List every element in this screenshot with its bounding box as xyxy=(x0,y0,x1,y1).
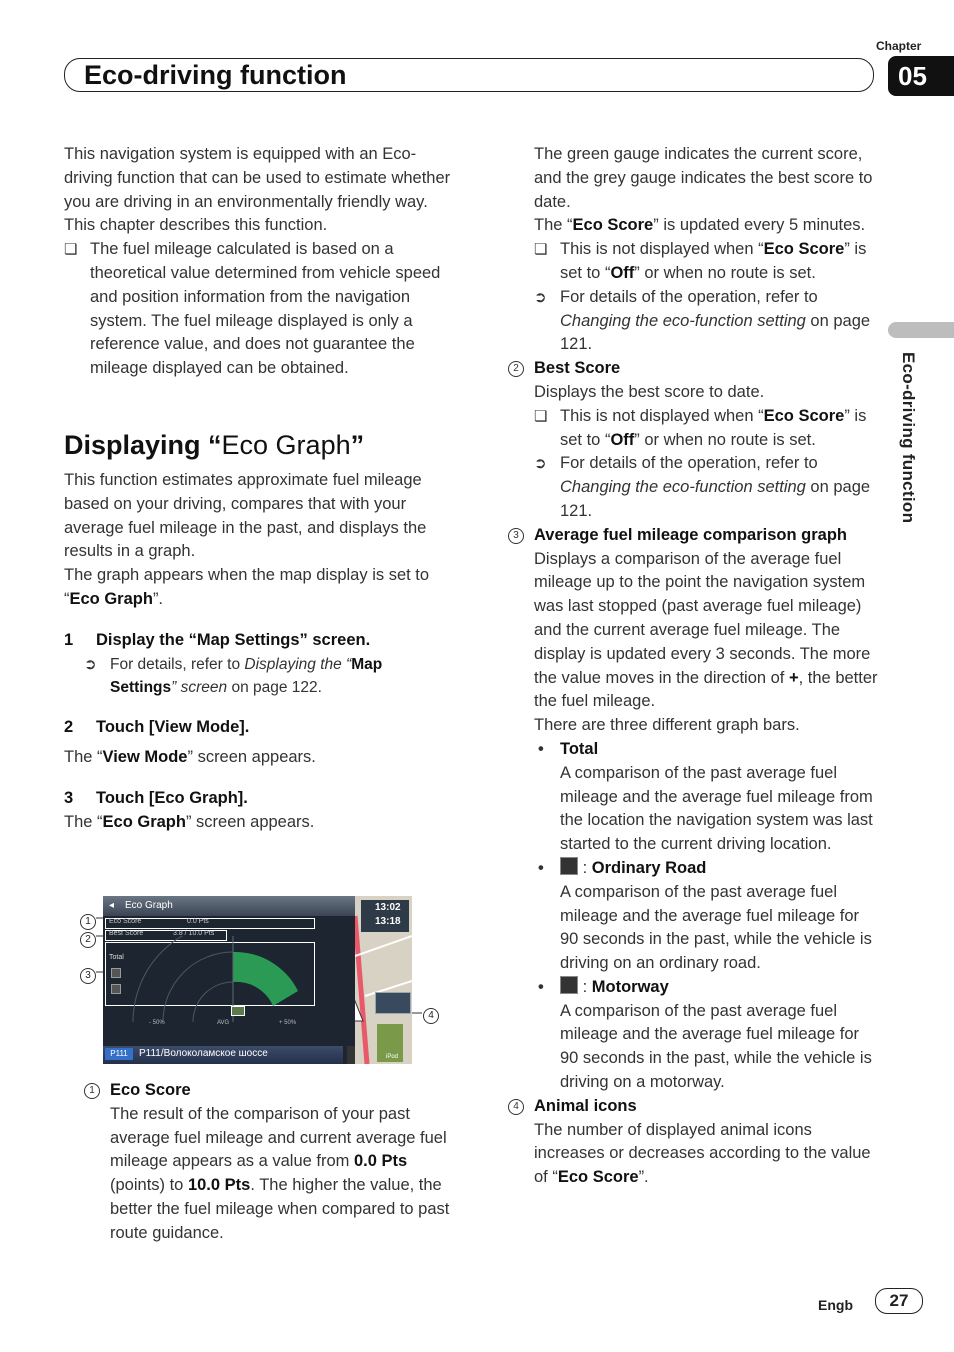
left-column xyxy=(64,143,452,835)
item-3-desc: Displays a comparison of the average fuel mileage up to the point the navigation system was last stopped (past average fuel mileage) and the current average fuel mileage. The display is updated every 3 seconds. The more the value moves in the direction of +, the better the fuel mileage. xyxy=(534,549,878,711)
item-1-title: Eco Score xyxy=(110,1081,191,1099)
ordinary-road-icon xyxy=(560,857,578,875)
step-2-result: The “View Mode” screen appears. xyxy=(64,748,316,767)
page-number: 27 xyxy=(875,1288,923,1314)
shot-gauge xyxy=(103,936,355,1026)
bar-total-desc: A comparison of the past average fuel mileage and the average fuel mileage from the location the navigation system was last started to the current driving location. xyxy=(560,763,873,854)
clock-1: 13:02 xyxy=(375,902,401,913)
road-sign: P111 xyxy=(105,1048,133,1060)
item-1-number: 1 xyxy=(84,1083,100,1099)
step-1: 1 Display the “Map Settings” screen. xyxy=(64,630,371,649)
arrow-right-icon: ➲ xyxy=(534,455,547,473)
item-3-number: 3 xyxy=(508,528,524,544)
bar-ordinary-road: • : Ordinary Road xyxy=(534,857,878,881)
callout-4: 4 xyxy=(423,1005,439,1024)
arrow-right-icon: ➲ xyxy=(84,655,97,673)
callout-1: 1 xyxy=(80,911,96,930)
section-desc-2: The graph appears when the map display is set to “Eco Graph”. xyxy=(64,566,430,608)
section-desc: This function estimates approximate fuel mileage based on your driving, compares that with your average fuel mileage in the past, and displays the results in a graph. xyxy=(64,470,427,561)
chapter-number: 05 xyxy=(888,56,954,96)
step-3: 3 Touch [Eco Graph]. xyxy=(64,789,248,808)
right-column xyxy=(508,143,878,1190)
callout-3: 3 xyxy=(80,965,96,984)
clock-2: 13:18 xyxy=(375,916,401,927)
step-3-result: The “Eco Graph” screen appears. xyxy=(64,812,315,831)
chapter-label: Chapter xyxy=(876,39,922,53)
animal-icon xyxy=(231,1006,245,1016)
bullet-icon: • xyxy=(538,858,544,877)
bullet-icon: • xyxy=(538,739,544,758)
shot-total: Total xyxy=(109,954,124,961)
chapter-title: Eco-driving function xyxy=(84,60,347,90)
update-desc: The “Eco Score” is updated every 5 minutes. xyxy=(534,216,866,235)
side-tab xyxy=(888,322,954,338)
bar-ordinary-road-desc: A comparison of the past average fuel mileage and the average fuel mileage for 90 seconds in the past, while the vehicle is driving on an ordinary road. xyxy=(560,882,872,973)
ref-1: ➲ For details of the operation, refer to Changing the eco-function setting on page 121. xyxy=(534,287,871,354)
step-2: 2 Touch [View Mode]. xyxy=(64,717,250,736)
checkbox-icon: ❏ xyxy=(534,241,548,259)
item-3-title: Average fuel mileage comparison graph xyxy=(534,525,847,544)
eco-graph-screenshot xyxy=(103,896,412,1064)
intro-paragraph: This navigation system is equipped with an Eco-driving function that can be used to estimate whether you are driving in an environmentally friendly way. xyxy=(64,145,451,211)
shot-map-button[interactable] xyxy=(375,992,411,1014)
item-2-desc: Displays the best score to date. xyxy=(534,382,765,401)
shot-street-name: P111/Волоколамское шоссе xyxy=(139,1048,268,1059)
shot-row1-value: 0.0 Pts xyxy=(187,918,209,925)
item-4-title: Animal icons xyxy=(534,1096,637,1115)
shot-back-icon[interactable]: ◂ xyxy=(109,900,115,911)
shot-ipod: iPod xyxy=(386,1054,399,1060)
shot-row2-label: Best Score xyxy=(109,930,144,937)
item-4 xyxy=(508,1095,878,1119)
item-4-desc: The number of displayed animal icons increases or decreases according to the value of “Eco Score”. xyxy=(534,1120,871,1187)
bar-motorway-desc: A comparison of the past average fuel mileage and the average fuel mileage for 90 seconds in the past, while the vehicle is driving on a motorway. xyxy=(560,1001,872,1092)
shot-corner xyxy=(347,1046,355,1064)
side-label: Eco-driving function xyxy=(899,352,918,524)
step-1-ref: ➲ For details, refer to Displaying the “Map Settings” screen on page 122. xyxy=(84,653,452,699)
item-2-number: 2 xyxy=(508,361,524,377)
section-heading: Displaying “Eco Graph” xyxy=(64,429,365,460)
item-2-title: Best Score xyxy=(534,359,621,378)
note-item xyxy=(64,238,452,381)
shot-title: Eco Graph xyxy=(125,900,173,911)
arrow-right-icon: ➲ xyxy=(534,288,547,306)
note-1: ❏ This is not displayed when “Eco Score” is set to “Off” or when no route is set. xyxy=(534,240,867,282)
shot-plus: + 50% xyxy=(279,1020,297,1026)
gauge-desc: The green gauge indicates the current score, and the grey gauge indicates the best score to date. xyxy=(534,145,873,211)
ref-2: ➲ For details of the operation, refer to Changing the eco-function setting on page 121. xyxy=(534,454,871,520)
shot-row1-label: Eco Score xyxy=(109,918,142,925)
intro-paragraph-2: This chapter describes this function. xyxy=(64,216,328,235)
item-4-number: 4 xyxy=(508,1099,524,1115)
note-text: The fuel mileage calculated is based on a theoretical value determined from vehicle speed and position information from the navigation system. The fuel mileage displayed is only a reference value, and does not guarantee the mileage displayed can be obtained. xyxy=(90,240,441,378)
checkbox-icon: ❏ xyxy=(534,407,548,425)
shot-avg: AVG xyxy=(217,1020,230,1026)
shot-minus: - 50% xyxy=(149,1020,165,1026)
bullet-icon: • xyxy=(538,977,544,996)
motorway-icon xyxy=(560,976,578,994)
callout-2: 2 xyxy=(80,929,96,948)
footer-language: Engb xyxy=(818,1297,853,1313)
shot-row2-value: 3.8 / 10.0 Pts xyxy=(173,930,215,937)
bar-total: • Total xyxy=(534,738,878,762)
item-2 xyxy=(508,357,878,381)
item-3-desc-2: There are three different graph bars. xyxy=(534,716,800,735)
item-3 xyxy=(508,524,878,548)
bar-motorway: • : Motorway xyxy=(534,976,878,1000)
note-2: ❏ This is not displayed when “Eco Score” is set to “Off” or when no route is set. xyxy=(534,406,867,449)
item-1 xyxy=(84,1079,454,1246)
checkbox-icon: ❏ xyxy=(64,241,78,259)
item-1-desc: The result of the comparison of your past average fuel mileage and current average fuel mileage appears as a value from 0.0 Pts (points) to 10.0 Pts. The higher the value, the better the fuel mileage when compared to past route guidance. xyxy=(110,1104,450,1242)
